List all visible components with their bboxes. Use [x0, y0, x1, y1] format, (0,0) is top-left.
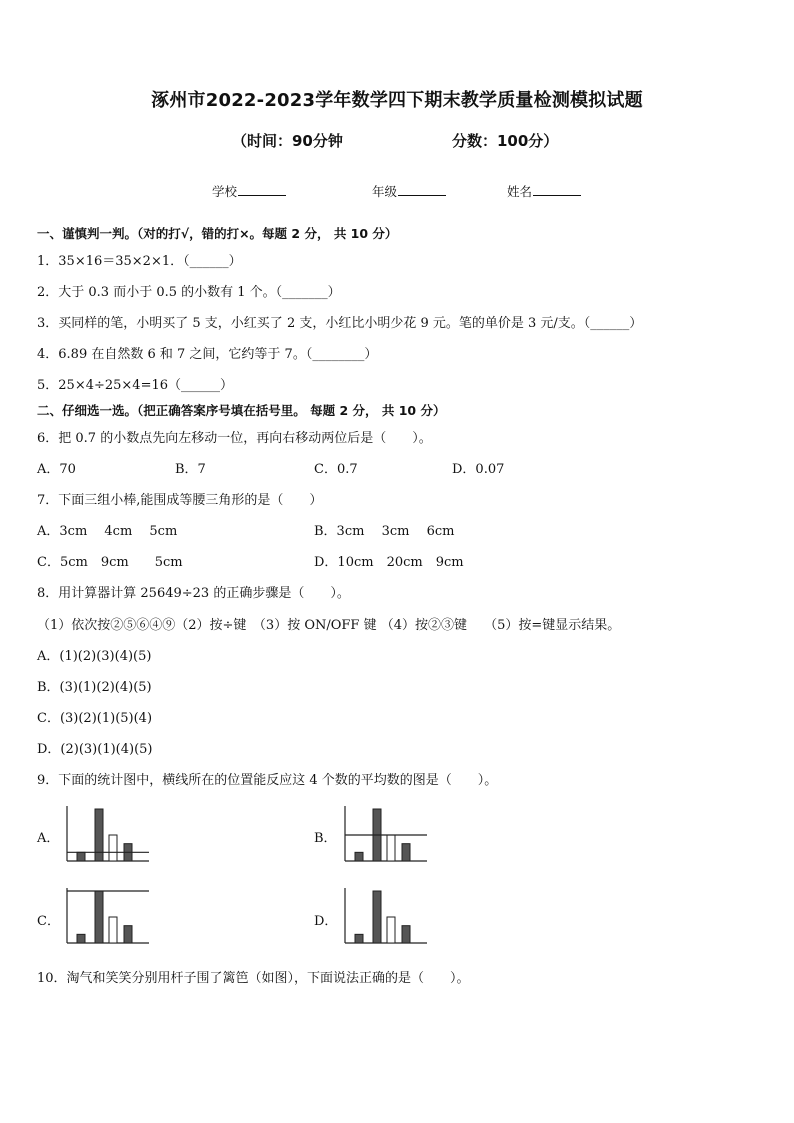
exam-score: 分数：100分） [452, 132, 559, 150]
question-1: 1．35×16＝35×2×1．（______） [37, 254, 242, 269]
q7-option-d[interactable]: D．10cm 20cm 9cm [314, 555, 464, 570]
chart-b [341, 804, 431, 866]
school-field [212, 182, 286, 200]
bar [373, 891, 381, 943]
bar [355, 934, 363, 943]
q6-option-d[interactable]: D．0.07 [452, 462, 505, 477]
q8-option-b[interactable]: B．(3)(1)(2)(4)(5) [37, 680, 152, 695]
bar [124, 926, 132, 943]
grade-label: 年级 [372, 184, 398, 199]
bar [95, 891, 103, 943]
bar [402, 844, 410, 861]
question-2: 2．大于 0.3 而小于 0.5 的小数有 1 个。（_______） [37, 285, 341, 300]
name-label: 姓名 [507, 184, 533, 199]
name-blank[interactable] [533, 183, 581, 196]
question-5: 5．25×4÷25×4=16（______） [37, 378, 234, 393]
question-4: 4．6.89 在自然数 6 和 7 之间，它约等于 7。（________） [37, 347, 378, 362]
exam-time: （时间：90分钟 [232, 132, 343, 150]
chart-a [63, 804, 153, 866]
q8-steps: （1）依次按②⑤⑥④⑨（2）按÷键 （3）按 ON/OFF 键 （4）按②③键 （5）按=键显示结果。 [37, 618, 621, 633]
bar [77, 852, 85, 861]
grade-field [372, 182, 446, 200]
section-1-heading: 一、谨慎判一判。（对的打√，错的打×。每题 2 分， 共 10 分） [37, 226, 398, 241]
q7-option-a[interactable]: A．3cm 4cm 5cm [37, 524, 178, 539]
bar [77, 934, 85, 943]
q6-option-c[interactable]: C．0.7 [314, 462, 358, 477]
question-10: 10．淘气和笑笑分别用杆子围了篱笆（如图），下面说法正确的是（ ）。 [37, 971, 470, 986]
bar [109, 835, 117, 861]
section-2-heading: 二、仔细选一选。（把正确答案序号填在括号里。 每题 2 分， 共 10 分） [37, 403, 446, 418]
chart-c [63, 886, 153, 948]
question-6: 6．把 0.7 的小数点先向左移动一位，再向右移动两位后是（ ）。 [37, 431, 432, 446]
school-blank[interactable] [238, 183, 286, 196]
q6-option-a[interactable]: A．70 [37, 462, 76, 477]
q9-option-b[interactable]: B． [314, 831, 337, 846]
question-7: 7．下面三组小棒,能围成等腰三角形的是（ ） [37, 493, 323, 508]
q8-option-d[interactable]: D．(2)(3)(1)(4)(5) [37, 742, 153, 757]
q9-option-a[interactable]: A． [37, 831, 60, 846]
bar [95, 809, 103, 861]
question-3: 3．买同样的笔，小明买了 5 支，小红买了 2 支，小红比小明少花 9 元。笔的单价是 3 元/支。（______） [37, 316, 643, 331]
q8-option-a[interactable]: A．(1)(2)(3)(4)(5) [37, 649, 152, 664]
bar [355, 852, 363, 861]
bar [109, 917, 117, 943]
q9-option-d[interactable]: D． [314, 914, 338, 929]
q8-option-c[interactable]: C．(3)(2)(1)(5)(4) [37, 711, 153, 726]
page-title: 涿州市2022-2023学年数学四下期末教学质量检测模拟试题 [151, 90, 643, 111]
school-label: 学校 [212, 184, 238, 199]
bar [387, 835, 395, 861]
bar [387, 917, 395, 943]
bar [402, 926, 410, 943]
q7-option-c[interactable]: C．5cm 9cm 5cm [37, 555, 183, 570]
q6-option-b[interactable]: B．7 [175, 462, 206, 477]
q7-option-b[interactable]: B．3cm 3cm 6cm [314, 524, 455, 539]
question-8: 8．用计算器计算 25649÷23 的正确步骤是（ ）。 [37, 586, 350, 601]
name-field [507, 182, 581, 200]
grade-blank[interactable] [398, 183, 446, 196]
question-9: 9．下面的统计图中，横线所在的位置能反应这 4 个数的平均数的图是（ ）。 [37, 773, 498, 788]
q9-option-c[interactable]: C． [37, 914, 60, 929]
chart-d [341, 886, 431, 948]
